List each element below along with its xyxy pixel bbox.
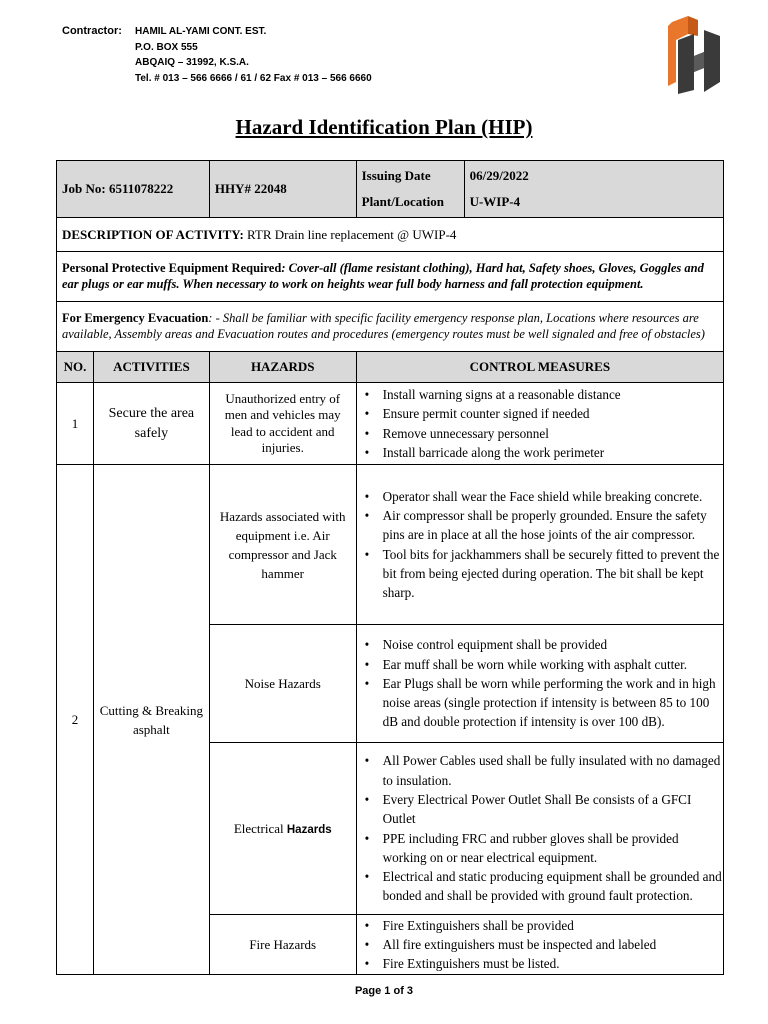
emergency-row xyxy=(57,302,724,352)
measure-item: • All fire extinguishers must be inspected and labeled xyxy=(383,935,723,954)
description-value: RTR Drain line replacement @ UWIP-4 xyxy=(243,226,457,242)
measure-item: • Noise control equipment shall be provided xyxy=(383,635,723,654)
measure-item: • Fire Extinguishers must be listed. xyxy=(383,954,723,973)
date-plant-values xyxy=(464,161,723,218)
col-hazards: HAZARDS xyxy=(209,352,356,383)
hazard xyxy=(209,743,356,915)
ppe-row xyxy=(57,252,724,302)
job-number: Job No: 6511078222 xyxy=(57,161,210,218)
phone-fax: Tel. # 013 – 566 6666 / 61 / 62 Fax # 013 – 566 6660 xyxy=(135,72,372,84)
measure-item: • Ear muff shall be worn while working with asphalt cutter. xyxy=(383,655,723,674)
date-plant-labels xyxy=(356,161,464,218)
measure-item: • Ensure permit counter signed if needed xyxy=(383,404,723,423)
measure-item: • Ear Plugs shall be worn while performing the work and in high noise areas (single protection if intensity is between 85 to 100 dB and double protection if intensity is over 100 dB). xyxy=(383,674,723,732)
column-header-row xyxy=(57,352,724,383)
measure-item: • Operator shall wear the Face shield while breaking concrete. xyxy=(383,487,723,506)
col-control-measures: CONTROL MEASURES xyxy=(356,352,723,383)
measure-item: • Electrical and static producing equipment shall be grounded and bonded and shall be provided with ground fault protection. xyxy=(383,867,723,906)
control-measures xyxy=(356,625,723,743)
measure-item: • Tool bits for jackhammers shall be securely fitted to prevent the bit from being ejected during operation. The bit shall be kept sharp. xyxy=(383,545,723,603)
hazard: Hazards associated with equipment i.e. Air compressor and Jack hammer xyxy=(209,465,356,625)
table-row xyxy=(57,465,724,625)
table-row xyxy=(57,383,724,465)
control-measures xyxy=(356,383,723,465)
company-city: ABQAIQ – 31992, K.S.A. xyxy=(135,57,249,68)
hhy-number: HHY# 22048 xyxy=(209,161,356,218)
row-number: 1 xyxy=(57,383,94,465)
ppe-label: Personal Protective Equipment Required xyxy=(62,261,282,275)
info-row xyxy=(57,161,724,218)
contractor-header xyxy=(62,24,372,86)
description-row xyxy=(57,218,724,252)
contractor-label: Contractor: xyxy=(62,25,122,37)
issuing-date: 06/29/2022 xyxy=(469,168,529,183)
page-number: Page 1 of 3 xyxy=(354,985,414,997)
measure-item: • All Power Cables used shall be fully insulated with no damaged to insulation. xyxy=(383,751,723,790)
hazard-text: Electrical xyxy=(233,820,287,836)
measure-item: • Fire Extinguishers shall be provided xyxy=(383,916,723,935)
plant-location-label: Plant/Location xyxy=(361,194,444,209)
col-no: NO. xyxy=(57,352,94,383)
company-name: HAMIL AL-YAMI CONT. EST. xyxy=(135,26,267,37)
plant-location: U-WIP-4 xyxy=(469,194,521,209)
measure-item: • Install warning signs at a reasonable distance xyxy=(383,385,723,404)
company-logo-icon xyxy=(664,16,724,94)
emergency-text: : - Shall be familiar with specific facility emergency response plan, Locations where resources are available, Assembly areas and Evacuation routes and procedures (emergency routes must be well signaled and free of obstacles) xyxy=(62,311,705,341)
hazard: Noise Hazards xyxy=(209,625,356,743)
measure-item: • Every Electrical Power Outlet Shall Be consists of a GFCI Outlet xyxy=(383,790,723,829)
page-title: Hazard Identification Plan (HIP) xyxy=(235,115,533,139)
measure-item: • PPE including FRC and rubber gloves shall be provided working on or near electrical equipment. xyxy=(383,829,723,868)
hip-table xyxy=(56,160,724,975)
row-number: 2 xyxy=(57,465,94,975)
measure-item: • Air compressor shall be properly grounded. Ensure the safety pins are in place at all the hose joints of the air compressor. xyxy=(383,506,723,545)
activity: Secure the area safely xyxy=(93,383,209,465)
control-measures xyxy=(356,743,723,915)
po-box: P.O. BOX 555 xyxy=(135,41,198,53)
measure-item: • Remove unnecessary personnel xyxy=(383,424,723,443)
control-measures xyxy=(356,915,723,975)
emergency-label: For Emergency Evacuation xyxy=(62,311,209,325)
measure-item: • Install barricade along the work perimeter xyxy=(383,443,723,462)
hazard-text-bold: Hazards xyxy=(286,823,332,836)
description-label: DESCRIPTION OF ACTIVITY: xyxy=(62,226,244,242)
ppe-text: : Cover-all (flame resistant clothing), Hard hat, Safety shoes, Gloves, Goggles and ear plugs or ear muffs. When necessary to work on heights wear full body harness and fall protection equipment. xyxy=(62,261,704,291)
issuing-date-label: Issuing Date xyxy=(361,168,431,183)
control-measures xyxy=(356,465,723,625)
activity: Cutting & Breaking asphalt xyxy=(93,465,209,975)
col-activities: ACTIVITIES xyxy=(93,352,209,383)
hazard: Unauthorized entry of men and vehicles may lead to accident and injuries. xyxy=(209,383,356,465)
hazard: Fire Hazards xyxy=(209,915,356,975)
